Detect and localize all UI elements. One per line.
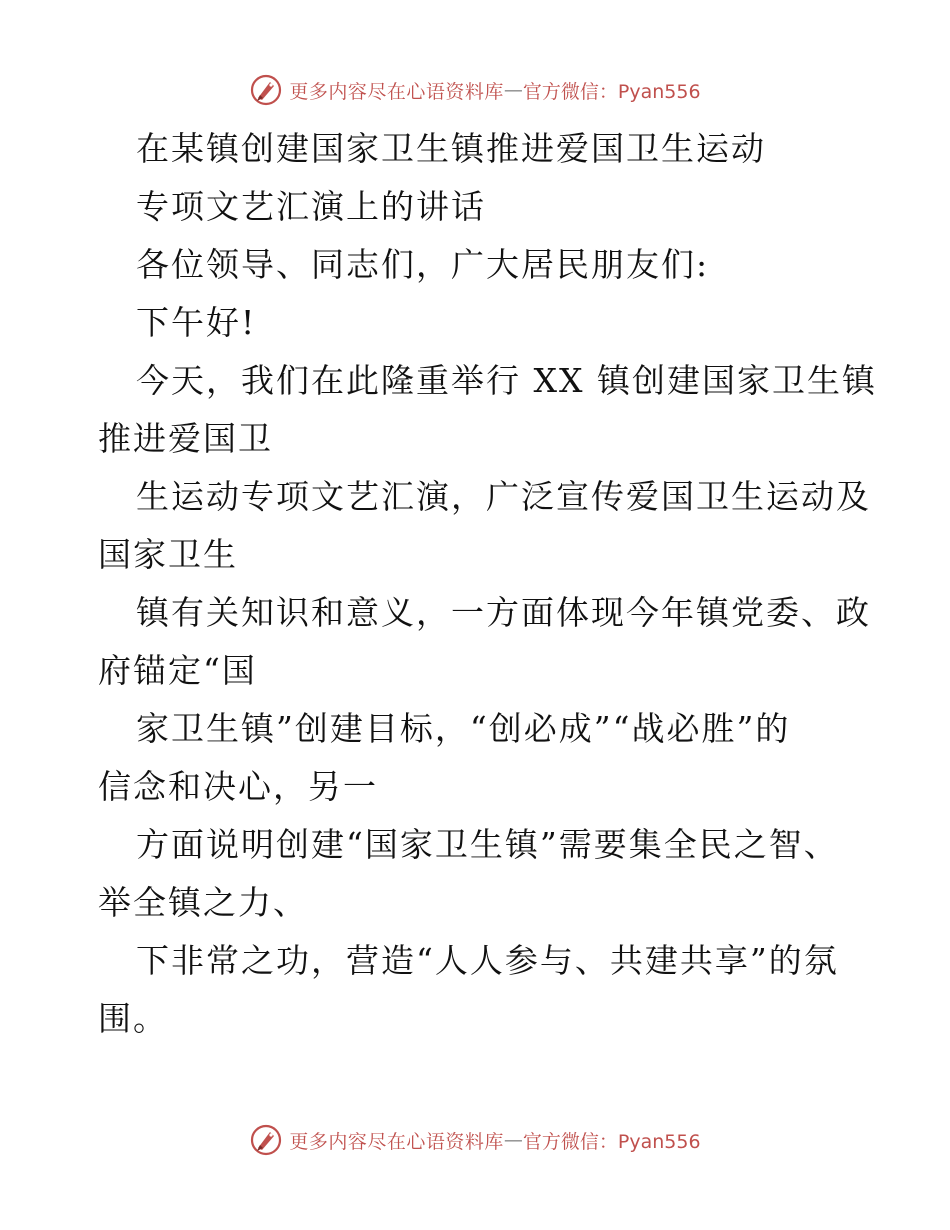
footer-banner bbox=[0, 1120, 950, 1160]
document-line: 家卫生镇”创建目标，“创必成”“战必胜”的 bbox=[136, 709, 791, 748]
document-line: 信念和决心，另一 bbox=[98, 767, 378, 806]
document-line: 推进爱国卫 bbox=[98, 419, 273, 458]
document-line: 镇有关知识和意义，一方面体现今年镇党委、政 bbox=[136, 593, 871, 632]
banner-wechat-text: 官方微信：Pyan556 bbox=[522, 1130, 701, 1153]
document-line: 下非常之功，营造“人人参与、共建共享”的氛 bbox=[136, 941, 839, 980]
document-line: 下午好! bbox=[136, 303, 257, 342]
banner-library-text: 更多内容尽在心语资料库 bbox=[289, 80, 504, 103]
banner-wechat-text: 官方微信：Pyan556 bbox=[522, 80, 701, 103]
document-line: 专项文艺汇演上的讲话 bbox=[136, 187, 486, 226]
document-line: 府锚定“国 bbox=[98, 651, 257, 690]
document-line: 国家卫生 bbox=[98, 535, 238, 574]
pen-nib-logo-icon bbox=[249, 1123, 283, 1157]
document-line: 今天，我们在此隆重举行 XX 镇创建国家卫生镇 bbox=[136, 361, 877, 400]
pen-nib-logo-icon bbox=[249, 73, 283, 107]
header-banner bbox=[0, 70, 950, 110]
document-line: 各位领导、同志们，广大居民朋友们: bbox=[136, 245, 710, 284]
banner-library-text: 更多内容尽在心语资料库 bbox=[289, 1130, 504, 1153]
banner-dash: — bbox=[503, 79, 523, 101]
document-line: 生运动专项文艺汇演，广泛宣传爱国卫生运动及 bbox=[136, 477, 871, 516]
document-body bbox=[98, 120, 877, 1048]
document-line: 在某镇创建国家卫生镇推进爱国卫生运动 bbox=[136, 129, 766, 168]
banner-dash: — bbox=[503, 1129, 523, 1151]
document-line: 举全镇之力、 bbox=[98, 883, 308, 922]
document-line: 围。 bbox=[98, 999, 168, 1038]
document-line: 方面说明创建“国家卫生镇”需要集全民之智、 bbox=[136, 825, 839, 864]
